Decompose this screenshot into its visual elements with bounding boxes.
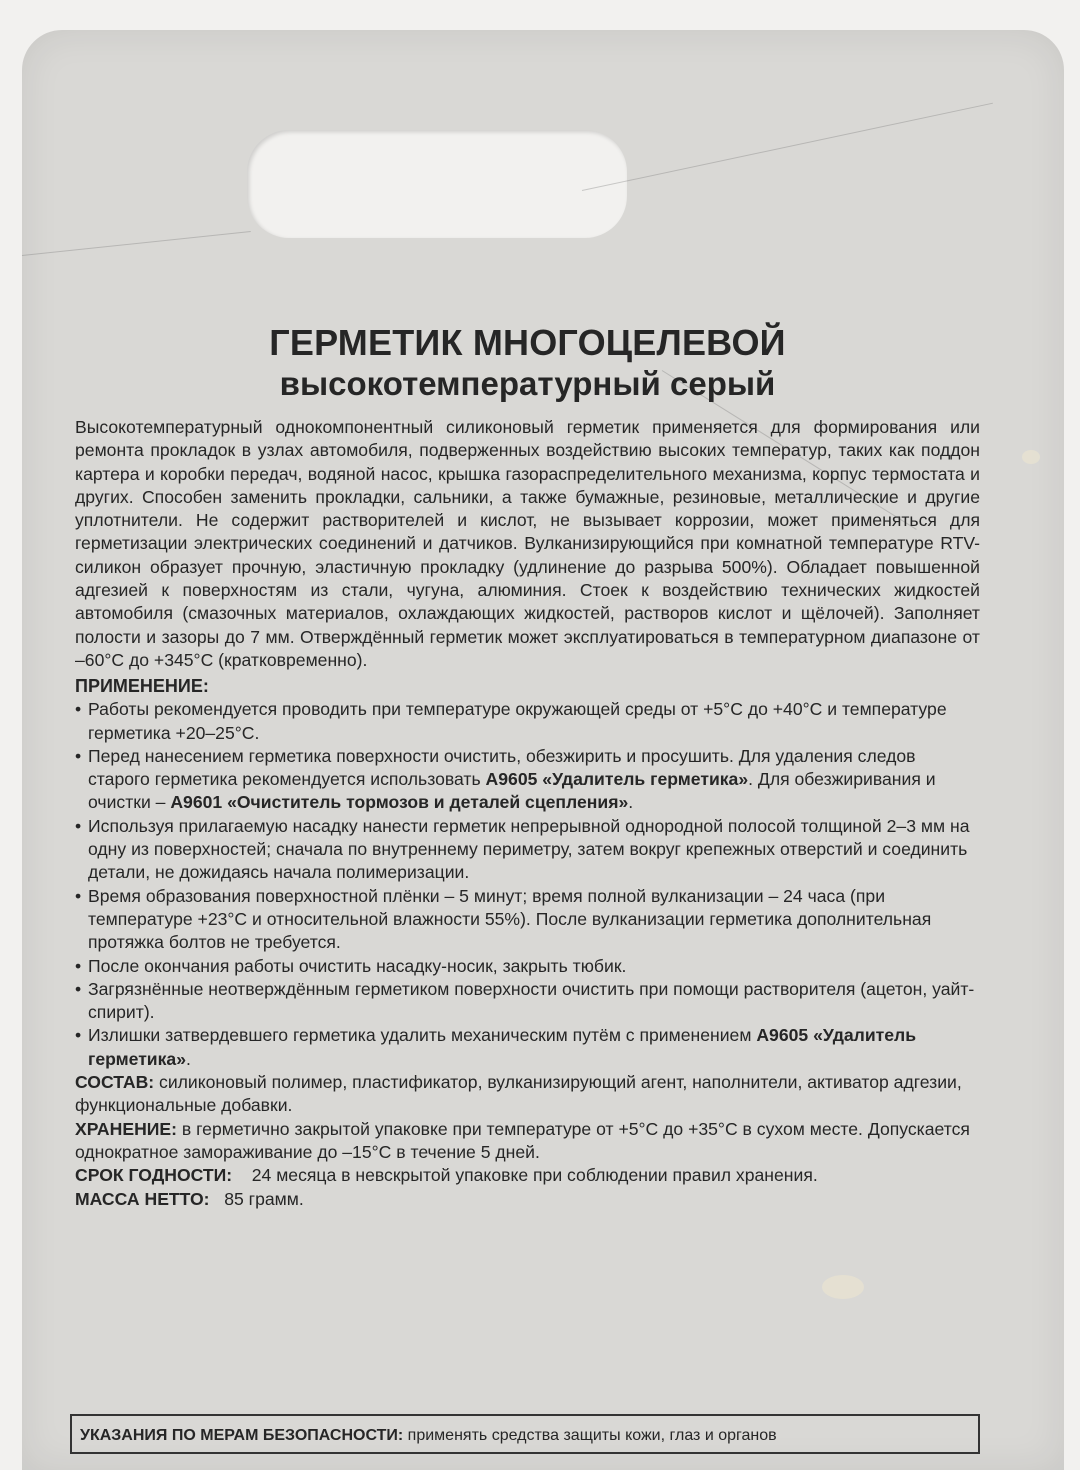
usage-item: • Используя прилагаемую насадку нанести герметик непрерывной однородной полосой толщиной 2–3 мм на одну из поверхностей; сначала по внутреннему периметру, затем вокруг крепежных отверстий и соединить детали, не дожидаясь начала полимеризации. [75, 815, 980, 885]
label-content [75, 322, 980, 1211]
usage-item: • Работы рекомендуется проводить при температуре окружающей среды от +5°С до +40°С и температуре герметика +20–25°С. [75, 698, 980, 745]
net-mass [75, 1188, 980, 1211]
usage-item: • Излишки затвердевшего герметика удалить механическим путём с применением А9605 «Удалитель герметика». [75, 1024, 980, 1071]
usage-list [75, 698, 980, 1071]
product-description: Высокотемпературный однокомпонентный силиконовый герметик применяется для формирования или ремонта прокладок в узлах автомобиля, подверженных воздействию высоких температур, таких как поддон картера и коробки передач, водяной насос, крышка газораспределительного механизма, корпус термостата и других. Способен заменить прокладки, сальники, а также бумажные, резиновые, металлические и другие уплотнители. Не содержит растворителей и кислот, не вызывает коррозии, может применяться для герметизации электрических соединений и датчиков. Вулканизирующийся при комнатной температуре RTV-силикон образует прочную, эластичную прокладку (удлинение до разрыва 500%). Обладает повышенной адгезией к поверхностям из стали, чугуна, алюминия. Стоек к воздействию технических жидкостей автомобиля (смазочных материалов, охлаждающих жидкостей, растворов кислот и щёлочей). Заполняет полости и зазоры до 7 мм. Отверждённый герметик может эксплуатироваться в температурном диапазоне от –60°С до +345°С (кратковременно). [75, 417, 980, 670]
storage-value: в герметично закрытой упаковке при температуре от +5°С до +35°С в сухом месте. Допускается однократное замораживание до –15°С в течение 5 дней. [75, 1118, 970, 1162]
paper-damage [822, 1275, 864, 1299]
usage-item: • Время образования поверхностной плёнки – 5 минут; время полной вулканизации – 24 часа (при температуре +23°С и относительной влажности 55%). После вулканизации герметика дополнительная протяжка болтов не требуется. [75, 885, 980, 955]
usage-item: • После окончания работы очистить насадку-носик, закрыть тюбик. [75, 955, 980, 978]
safety-label: УКАЗАНИЯ ПО МЕРАМ БЕЗОПАСНОСТИ: [80, 1427, 404, 1444]
composition-label: СОСТАВ: [75, 1072, 155, 1093]
crease-line [22, 231, 251, 256]
shelf-life [75, 1164, 980, 1187]
composition-value: силиконовый полимер, пластификатор, вулканизирующий агент, наполнители, активатор адгезии, функциональные добавки. [75, 1072, 962, 1116]
storage-label: ХРАНЕНИЕ: [75, 1118, 178, 1139]
product-title: ГЕРМЕТИК МНОГОЦЕЛЕВОЙ [269, 322, 786, 363]
shelf-life-value: 24 месяца в невскрытой упаковке при соблюдении правил хранения. [251, 1165, 818, 1186]
safety-value: применять средства защиты кожи, глаз и органов [403, 1427, 777, 1444]
storage [75, 1118, 980, 1165]
usage-item: • Загрязнённые неотверждённым герметиком поверхности очистить при помощи растворителя (ацетон, уайт-спирит). [75, 978, 980, 1025]
net-mass-value: 85 грамм. [224, 1188, 304, 1209]
hang-hole [247, 130, 627, 238]
paper-damage [1022, 450, 1040, 464]
shelf-life-label: СРОК ГОДНОСТИ: [75, 1165, 233, 1186]
product-subtitle: высокотемпературный серый [279, 365, 776, 402]
usage-heading: ПРИМЕНЕНИЕ: [75, 676, 209, 697]
composition [75, 1071, 980, 1118]
safety-box [70, 1414, 980, 1454]
usage-item: • Перед нанесением герметика поверхности очистить, обезжирить и просушить. Для удаления следов старого герметика рекомендуется использовать А9605 «Удалитель герметика». Для обезжиривания и очистки – А9601 «Очиститель тормозов и деталей сцепления». [75, 745, 980, 815]
crease-line [582, 103, 993, 191]
net-mass-label: МАССА НЕТТО: [75, 1188, 210, 1209]
